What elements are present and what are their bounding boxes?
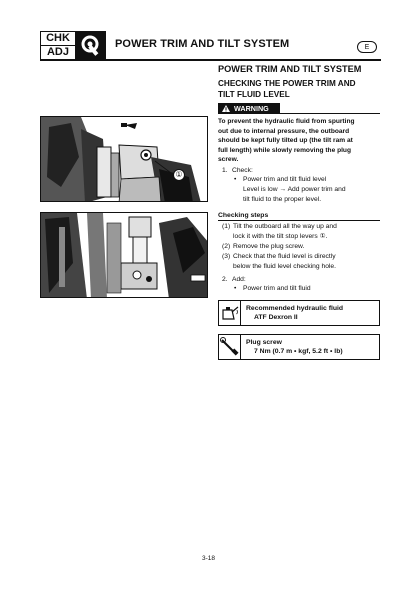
check-item: Power trim and tilt fluid level xyxy=(243,176,327,183)
wrench-icon xyxy=(76,31,106,60)
warning-label: WARNING xyxy=(234,104,269,113)
header-rule xyxy=(40,59,381,61)
callout-1 xyxy=(173,169,185,181)
step-3-line-2: below the fluid level checking hole. xyxy=(233,263,336,270)
language-badge: E xyxy=(357,41,377,53)
callout-1-text: ① xyxy=(175,170,183,179)
outboard-illustration-2 xyxy=(41,213,208,298)
figure-fluid-level-plug xyxy=(40,116,208,202)
adj-label: ADJ xyxy=(46,46,69,58)
warning-text xyxy=(218,117,380,165)
torque-wrench-icon xyxy=(219,335,241,359)
step-1-line-2: lock it with the tilt stop levers ①. xyxy=(233,233,328,240)
chk-adj-badge xyxy=(40,31,76,60)
add-label: Add: xyxy=(232,276,246,283)
spec-hydraulic-fluid-label: Recommended hydraulic fluid xyxy=(246,305,344,312)
spec-plug-screw xyxy=(218,334,380,360)
spec-plug-screw-value: 7 Nm (0.7 m • kgf, 5.2 ft • lb) xyxy=(254,348,343,355)
warning-badge xyxy=(218,103,280,114)
spec-hydraulic-fluid-value: ATF Dexron II xyxy=(254,314,298,321)
step-1-number: (1) xyxy=(222,223,231,230)
warning-line-1: To prevent the hydraulic fluid from spurting xyxy=(218,118,355,125)
outboard-illustration-1 xyxy=(41,117,208,202)
chk-label: CHK xyxy=(41,32,75,46)
warning-line-5: screw. xyxy=(218,156,239,164)
check-condition-1: Level is low → Add power trim and xyxy=(243,186,346,193)
warning-line-4: full length) while slowly removing the plug xyxy=(218,146,351,154)
step-2-number: (2) xyxy=(222,243,231,250)
check-number: 1. xyxy=(222,167,228,174)
check-condition-2: tilt fluid to the proper level. xyxy=(243,196,322,203)
section-subtitle-line-2: TILT FLUID LEVEL xyxy=(218,90,290,99)
check-bullet: • xyxy=(234,176,237,183)
section-subtitle xyxy=(218,78,380,100)
step-3-line-1: Check that the fluid level is directly xyxy=(233,253,336,260)
section-subtitle-line-1: CHECKING THE POWER TRIM AND xyxy=(218,79,356,88)
step-2-line-1: Remove the plug screw. xyxy=(233,243,305,250)
step-1-line-1: Tilt the outboard all the way up and xyxy=(233,223,337,230)
warning-rule xyxy=(280,113,380,114)
spec-hydraulic-fluid xyxy=(218,300,380,326)
checking-steps-heading: Checking steps xyxy=(218,212,269,219)
warning-line-2: out due to internal pressure, the outboard xyxy=(218,127,350,135)
header-title: POWER TRIM AND TILT SYSTEM xyxy=(115,38,290,50)
figure-tilt-cylinder xyxy=(40,212,208,298)
warning-triangle-icon xyxy=(222,105,230,112)
add-item: Power trim and tilt fluid xyxy=(243,285,311,292)
add-number: 2. xyxy=(222,276,228,283)
oil-can-icon xyxy=(219,301,241,325)
warning-line-3: should be kept fully tilted up (the tilt ram at xyxy=(218,137,353,145)
check-label: Check: xyxy=(232,167,253,174)
step-3-number: (3) xyxy=(222,253,231,260)
page-number: 3-18 xyxy=(202,555,216,562)
section-title: POWER TRIM AND TILT SYSTEM xyxy=(218,64,362,74)
add-bullet: • xyxy=(234,285,237,292)
checking-steps-rule xyxy=(218,220,380,221)
spec-plug-screw-label: Plug screw xyxy=(246,339,282,346)
